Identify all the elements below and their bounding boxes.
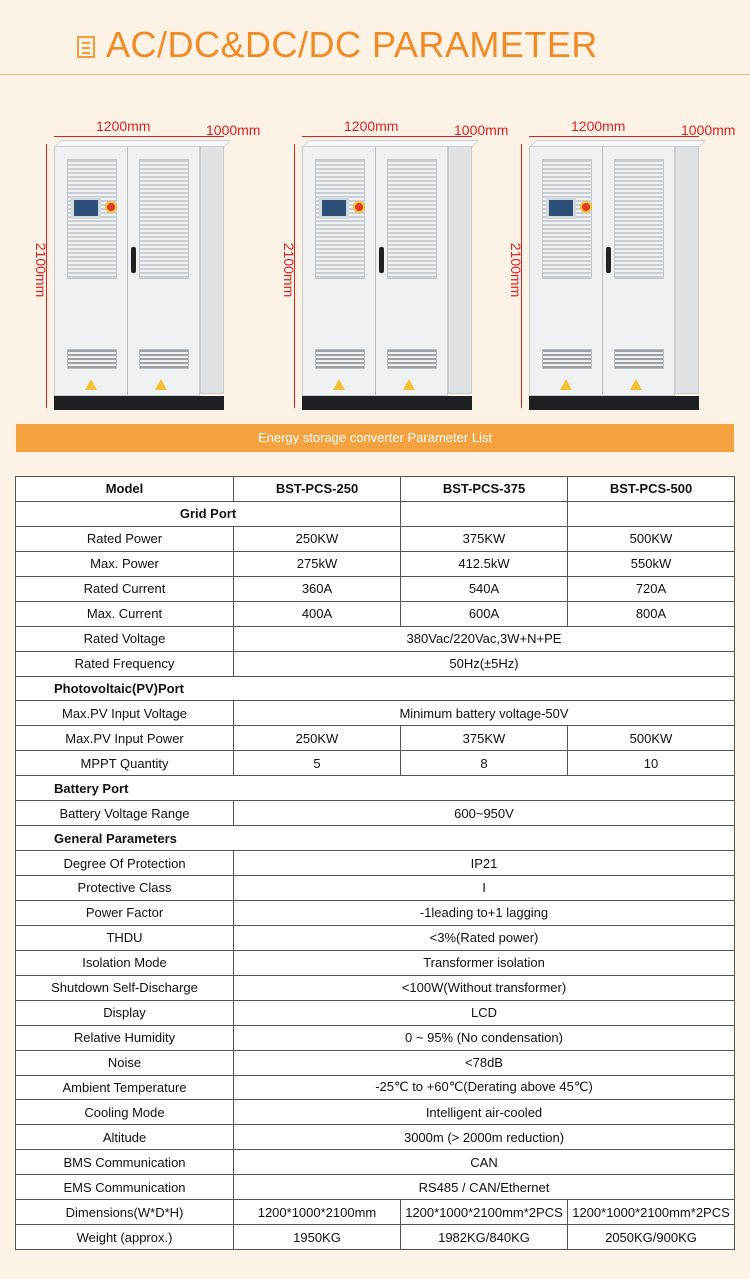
- section-row: [16, 776, 735, 801]
- row-value: -1leading to+1 lagging: [234, 900, 735, 925]
- table-row: [16, 576, 735, 601]
- row-label: Rated Current: [16, 576, 234, 601]
- row-value: IP21: [234, 851, 735, 876]
- table-row: [16, 551, 735, 576]
- row-value: 3000m (> 2000m reduction): [234, 1125, 735, 1150]
- height-label: 2100mm: [281, 242, 298, 298]
- cabinet-front: [529, 146, 675, 396]
- row-value: 380Vac/220Vac,3W+N+PE: [234, 626, 735, 651]
- lower-vent: [542, 349, 592, 369]
- warning-sign-icon: [333, 379, 345, 390]
- row-label: Max. Current: [16, 601, 234, 626]
- cabinet-side: [200, 146, 224, 394]
- row-value: 275kW: [234, 551, 401, 576]
- door-handle: [606, 247, 611, 273]
- row-label: BMS Communication: [16, 1150, 234, 1175]
- row-value: 720A: [568, 576, 735, 601]
- touch-screen: [71, 197, 101, 219]
- section-label: Grid Port: [16, 501, 401, 526]
- cabinet-base: [302, 396, 472, 410]
- section-label: General Parameters: [16, 826, 735, 851]
- table-row: [16, 651, 735, 676]
- row-value: 1200*1000*2100mm*2PCS: [568, 1200, 735, 1225]
- row-value: 10: [568, 751, 735, 776]
- emergency-stop-icon: [105, 201, 117, 213]
- row-value: 550kW: [568, 551, 735, 576]
- row-value: CAN: [234, 1150, 735, 1175]
- width-dimension-line: [302, 136, 452, 137]
- cabinet-base: [54, 396, 224, 410]
- row-label: EMS Communication: [16, 1175, 234, 1200]
- table-row: [16, 1225, 735, 1250]
- table-row: [16, 1125, 735, 1150]
- cabinet-front: [302, 146, 448, 396]
- width-dimension-line: [54, 136, 204, 137]
- air-vent: [387, 159, 437, 279]
- lower-vent: [614, 349, 664, 369]
- page-header: [0, 22, 750, 78]
- row-label: Protective Class: [16, 876, 234, 901]
- page-title: AC/DC&DC/DC PARAMETER: [106, 24, 598, 65]
- row-value: RS485 / CAN/Ethernet: [234, 1175, 735, 1200]
- door-handle: [379, 247, 384, 273]
- cabinet-side: [448, 146, 472, 394]
- table-row: [16, 751, 735, 776]
- parameter-table: [15, 476, 735, 1250]
- parameter-list-banner: Energy storage converter Parameter List: [16, 424, 734, 452]
- section-row: [16, 501, 735, 526]
- row-label: Altitude: [16, 1125, 234, 1150]
- air-vent: [315, 159, 365, 279]
- air-vent: [67, 159, 117, 279]
- row-label: Ambient Temperature: [16, 1075, 234, 1100]
- height-label: 2100mm: [33, 242, 50, 298]
- row-value: LCD: [234, 1000, 735, 1025]
- cabinet-3: [508, 112, 745, 416]
- lower-vent: [139, 349, 189, 369]
- row-label: Max.PV Input Voltage: [16, 701, 234, 726]
- row-value: 0 ~ 95% (No condensation): [234, 1025, 735, 1050]
- row-label: Cooling Mode: [16, 1100, 234, 1125]
- table-row: [16, 851, 735, 876]
- table-row: [16, 801, 735, 826]
- row-value: 5: [234, 751, 401, 776]
- width-label: 1200mm: [96, 118, 151, 134]
- row-value: 800A: [568, 601, 735, 626]
- width-label: 1200mm: [571, 118, 626, 134]
- width-dimension-line: [529, 136, 679, 137]
- table-row: [16, 900, 735, 925]
- section-row: [16, 826, 735, 851]
- row-value: 400A: [234, 601, 401, 626]
- header-divider: [0, 74, 750, 75]
- lower-vent: [387, 349, 437, 369]
- column-header: BST-PCS-375: [401, 477, 568, 502]
- empty-cell: [401, 501, 568, 526]
- table-row: [16, 950, 735, 975]
- row-value: 250KW: [234, 526, 401, 551]
- warning-sign-icon: [155, 379, 167, 390]
- table-row: [16, 1175, 735, 1200]
- table-row: [16, 1050, 735, 1075]
- air-vent: [542, 159, 592, 279]
- table-row: [16, 601, 735, 626]
- column-header: BST-PCS-500: [568, 477, 735, 502]
- row-value: 540A: [401, 576, 568, 601]
- cabinet-1: [33, 112, 270, 416]
- row-value: 1200*1000*2100mm: [234, 1200, 401, 1225]
- touch-screen: [546, 197, 576, 219]
- lower-vent: [67, 349, 117, 369]
- row-value: 8: [401, 751, 568, 776]
- row-value: 2050KG/900KG: [568, 1225, 735, 1250]
- row-label: THDU: [16, 925, 234, 950]
- cabinet-2: [281, 112, 518, 416]
- row-value: -25℃ to +60℃(Derating above 45℃): [234, 1075, 735, 1100]
- row-label: Rated Voltage: [16, 626, 234, 651]
- row-label: Shutdown Self-Discharge: [16, 975, 234, 1000]
- row-value: <3%(Rated power): [234, 925, 735, 950]
- row-label: Rated Frequency: [16, 651, 234, 676]
- row-value: 375KW: [401, 526, 568, 551]
- table-row: [16, 1100, 735, 1125]
- section-row: [16, 676, 735, 701]
- table-row: [16, 1200, 735, 1225]
- section-label: Photovoltaic(PV)Port: [16, 676, 735, 701]
- table-row: [16, 876, 735, 901]
- row-label: Power Factor: [16, 900, 234, 925]
- row-value: 412.5kW: [401, 551, 568, 576]
- air-vent: [614, 159, 664, 279]
- row-label: Isolation Mode: [16, 950, 234, 975]
- row-value: Transformer isolation: [234, 950, 735, 975]
- row-label: Max. Power: [16, 551, 234, 576]
- row-value: 500KW: [568, 526, 735, 551]
- row-label: MPPT Quantity: [16, 751, 234, 776]
- row-value: 360A: [234, 576, 401, 601]
- emergency-stop-icon: [353, 201, 365, 213]
- cabinet-side: [675, 146, 699, 394]
- table-row: [16, 1150, 735, 1175]
- table-row: [16, 1000, 735, 1025]
- door-handle: [131, 247, 136, 273]
- row-label: Rated Power: [16, 526, 234, 551]
- height-label: 2100mm: [508, 242, 525, 298]
- row-value: Minimum battery voltage-50V: [234, 701, 735, 726]
- row-value: 600~950V: [234, 801, 735, 826]
- table-row: [16, 975, 735, 1000]
- table-header-row: [16, 477, 735, 502]
- column-header: BST-PCS-250: [234, 477, 401, 502]
- cabinet-front: [54, 146, 200, 396]
- depth-label: 1000mm: [206, 122, 261, 138]
- column-header: Model: [16, 477, 234, 502]
- warning-sign-icon: [403, 379, 415, 390]
- document-list-icon: [77, 36, 95, 58]
- row-value: 375KW: [401, 726, 568, 751]
- row-value: I: [234, 876, 735, 901]
- row-value: <100W(Without transformer): [234, 975, 735, 1000]
- cabinet-base: [529, 396, 699, 410]
- warning-sign-icon: [560, 379, 572, 390]
- emergency-stop-icon: [580, 201, 592, 213]
- row-label: Display: [16, 1000, 234, 1025]
- row-label: Battery Voltage Range: [16, 801, 234, 826]
- row-value: 1982KG/840KG: [401, 1225, 568, 1250]
- depth-label: 1000mm: [454, 122, 509, 138]
- row-value: <78dB: [234, 1050, 735, 1075]
- row-value: 50Hz(±5Hz): [234, 651, 735, 676]
- table-row: [16, 925, 735, 950]
- touch-screen: [319, 197, 349, 219]
- air-vent: [139, 159, 189, 279]
- row-label: Degree Of Protection: [16, 851, 234, 876]
- row-value: 600A: [401, 601, 568, 626]
- warning-sign-icon: [630, 379, 642, 390]
- row-value: 250KW: [234, 726, 401, 751]
- table-row: [16, 726, 735, 751]
- row-value: 500KW: [568, 726, 735, 751]
- row-value: 1200*1000*2100mm*2PCS: [401, 1200, 568, 1225]
- table-row: [16, 701, 735, 726]
- table-row: [16, 626, 735, 651]
- table-row: [16, 1075, 735, 1100]
- warning-sign-icon: [85, 379, 97, 390]
- row-value: Intelligent air-cooled: [234, 1100, 735, 1125]
- section-label: Battery Port: [16, 776, 735, 801]
- depth-label: 1000mm: [681, 122, 736, 138]
- row-label: Relative Humidity: [16, 1025, 234, 1050]
- lower-vent: [315, 349, 365, 369]
- table-row: [16, 526, 735, 551]
- row-label: Max.PV Input Power: [16, 726, 234, 751]
- row-label: Weight (approx.): [16, 1225, 234, 1250]
- width-label: 1200mm: [344, 118, 399, 134]
- row-label: Noise: [16, 1050, 234, 1075]
- table-row: [16, 1025, 735, 1050]
- empty-cell: [568, 501, 735, 526]
- row-label: Dimensions(W*D*H): [16, 1200, 234, 1225]
- row-value: 1950KG: [234, 1225, 401, 1250]
